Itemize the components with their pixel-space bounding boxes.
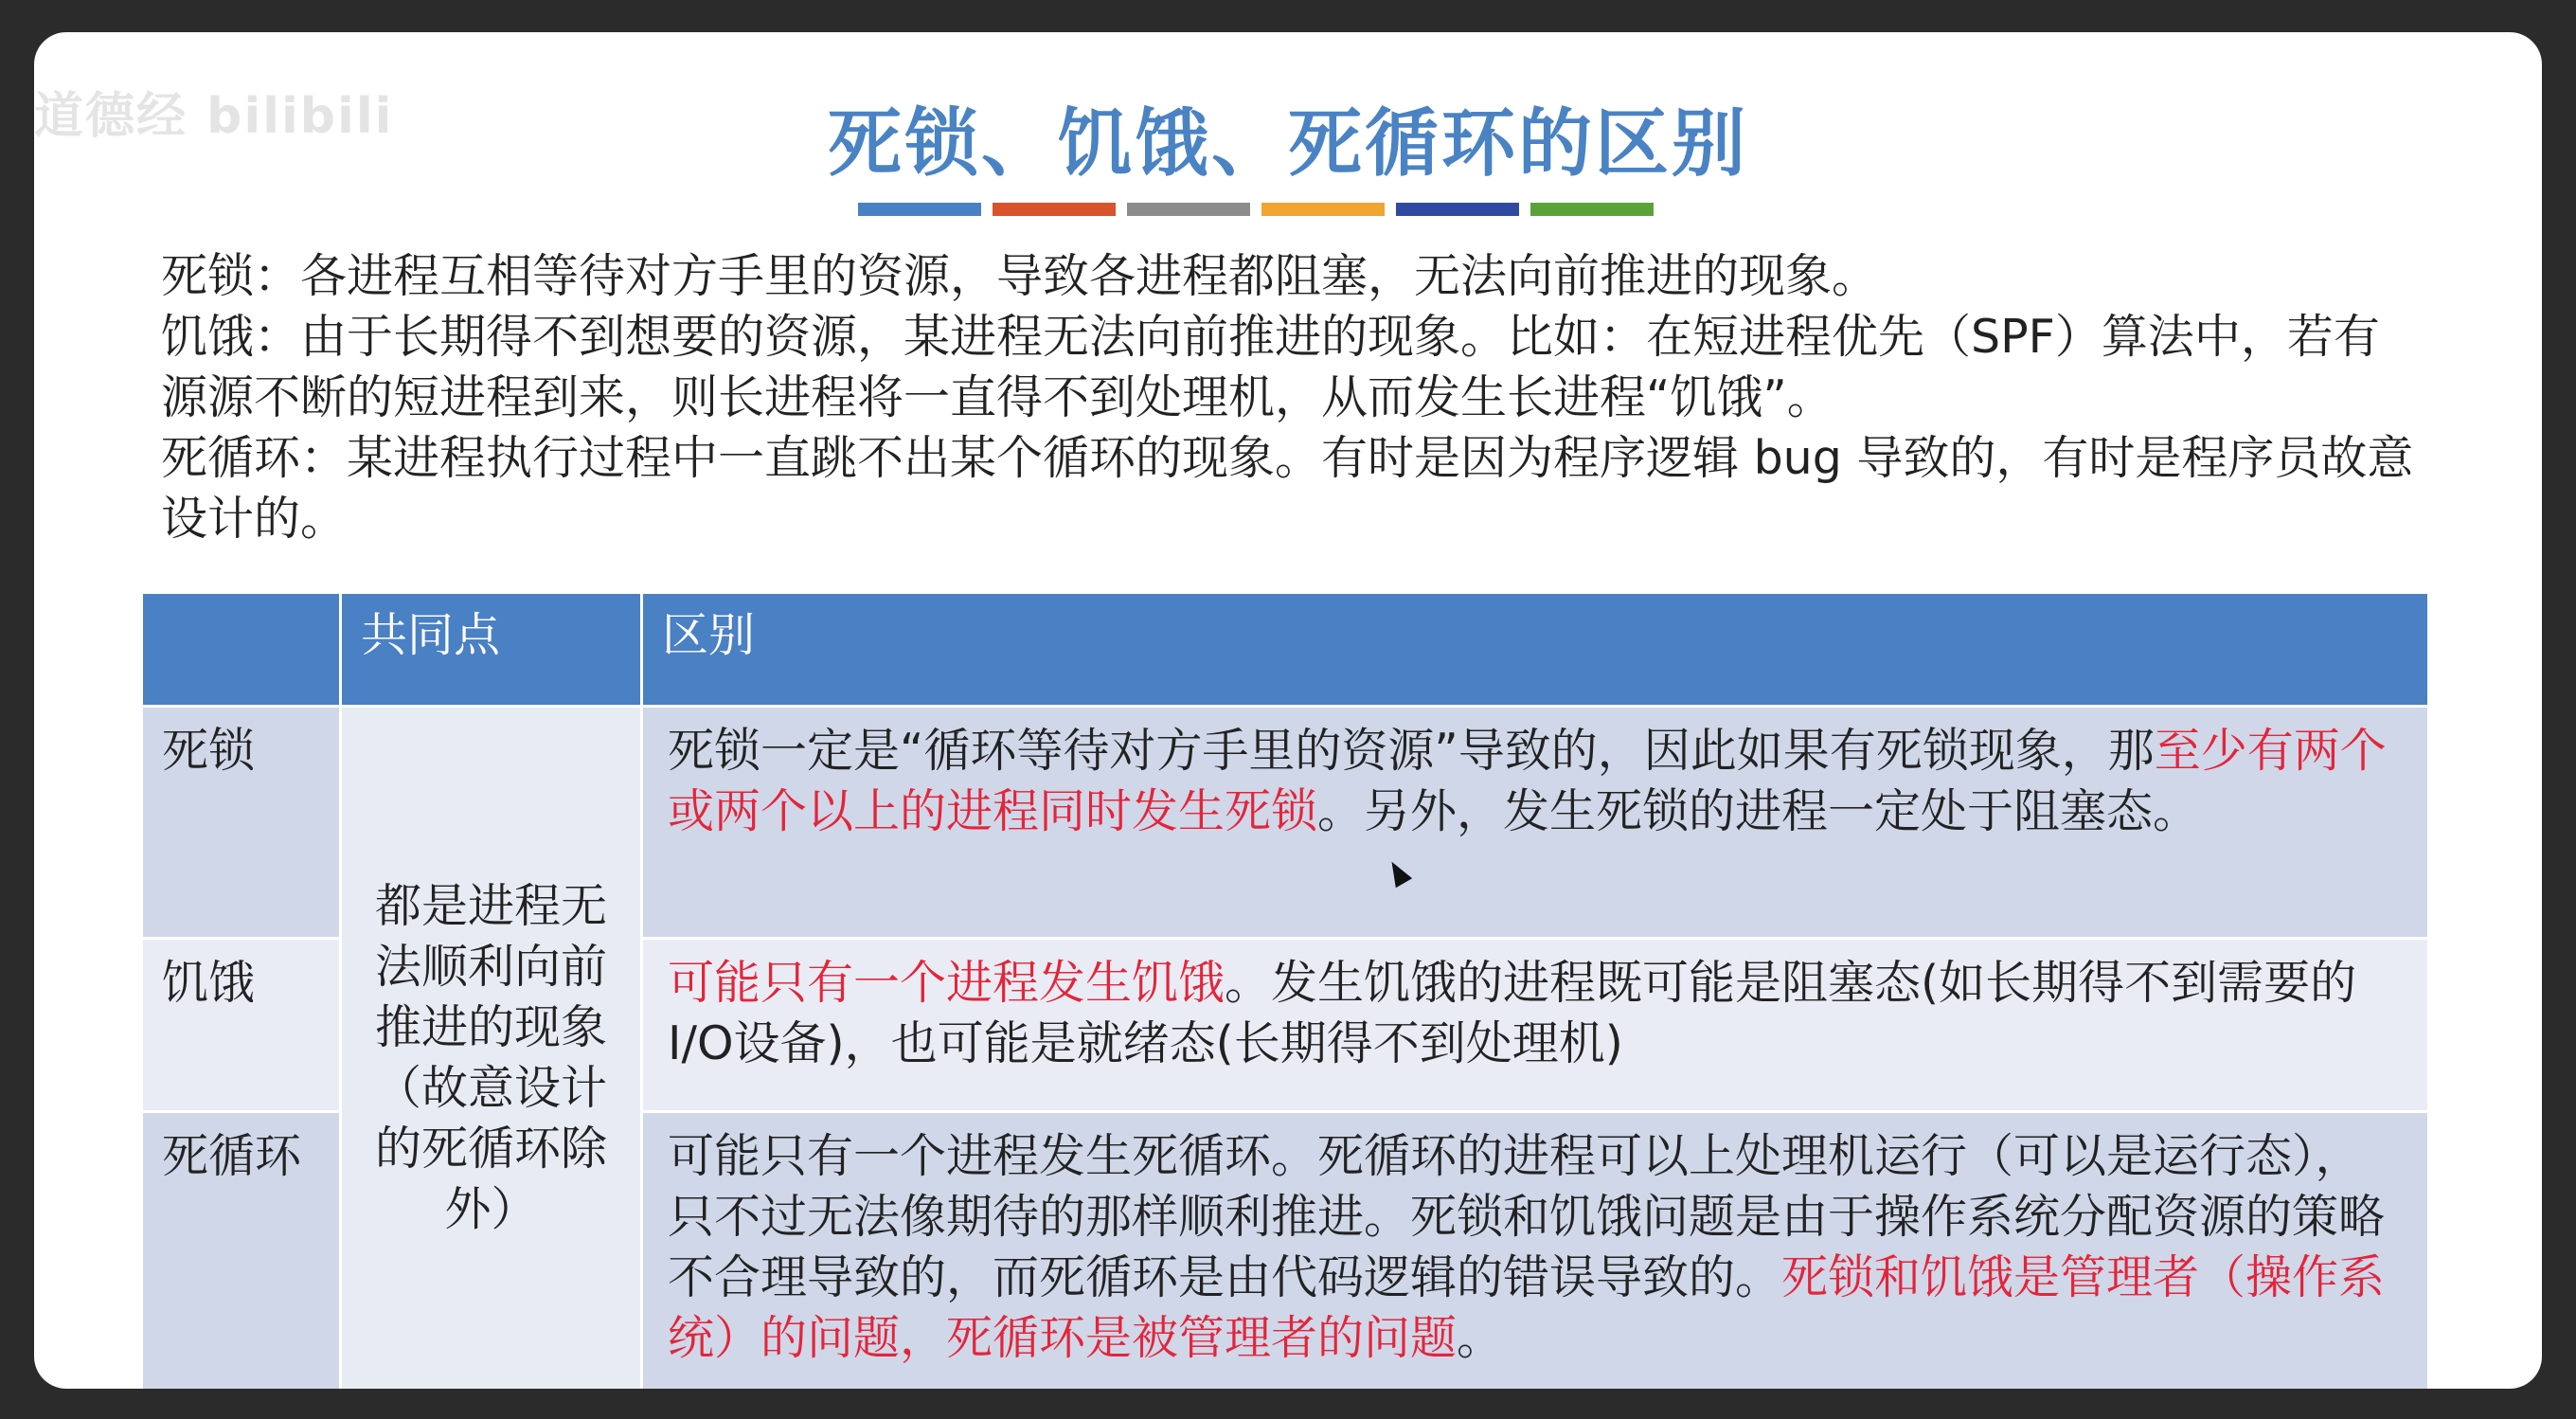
table-header-row — [142, 593, 2429, 707]
table-row-deadlock — [142, 707, 2429, 939]
row-name: 死循环 — [142, 1112, 341, 1390]
highlight-text: 可能只有一个进程发生饥饿 — [668, 956, 1225, 1010]
color-segment — [1261, 203, 1385, 216]
comparison-table — [140, 591, 2430, 1389]
definition-deadlock: 死锁：各进程互相等待对方手里的资源，导致各进程都阻塞，无法向前推进的现象。 — [161, 249, 1879, 303]
header-difference: 区别 — [642, 593, 2429, 707]
difference-text: 可能只有一个进程发生死循环。死循环的进程可以上处理机运行（可以是运行态），只不过无法像期待的那样顺利推进。死锁和饥饿问题是由于操作系统分配资源的策略不合理导致的，而死循环是由代码逻辑的错误导致的。 — [668, 1129, 2386, 1304]
definition-infinite-loop: 死循环：某进程执行过程中一直跳不出某个循环的现象。有时是因为程序逻辑 bug 导致的，有时是程序员故意设计的。 — [161, 431, 2414, 546]
slide-title: 死锁、饥饿、死循环的区别 — [827, 101, 1748, 187]
highlight-text: 死锁和饥饿是管理者（操作系统）的问题，死循环是被管理者的问题 — [668, 1250, 2386, 1365]
definition-starvation: 饥饿：由于长期得不到想要的资源，某进程无法向前推进的现象。比如：在短进程优先（SPF）算法中，若有源源不断的短进程到来，则长进程将一直得不到处理机，从而发生长进程“饥饿”。 — [161, 310, 2380, 424]
color-segment — [1127, 203, 1250, 216]
common-cell: 都是进程无法顺利向前推进的现象（故意设计的死循环除外） — [341, 707, 642, 1390]
difference-text: 死锁一定是“循环等待对方手里的资源”导致的，因此如果有死锁现象，那 — [668, 724, 2155, 778]
color-segment — [1396, 203, 1519, 216]
color-segment — [1530, 203, 1654, 216]
header-blank — [142, 593, 341, 707]
difference-text: 。另外，发生死锁的进程一定处于阻塞态。 — [1317, 784, 2200, 838]
difference-cell — [642, 1112, 2429, 1390]
color-segment — [993, 203, 1116, 216]
row-name: 饥饿 — [142, 939, 341, 1112]
row-name: 死锁 — [142, 707, 341, 939]
difference-cell — [642, 939, 2429, 1112]
slide — [34, 32, 2542, 1389]
header-common: 共同点 — [341, 593, 642, 707]
difference-cell — [642, 707, 2429, 939]
title-color-bar — [858, 203, 1654, 216]
difference-text: 。 — [1457, 1311, 1504, 1365]
watermark-logo: 道德经 bilibili — [34, 88, 394, 145]
color-segment — [858, 203, 981, 216]
definitions — [161, 246, 2415, 549]
difference-text: 。发生饥饿的进程既可能是阻塞态(如长期得不到需要的I/O设备)，也可能是就绪态(长期得不到处理机) — [668, 956, 2357, 1070]
highlight-text: 至少有两个或两个以上的进程同时发生死锁 — [668, 724, 2387, 838]
